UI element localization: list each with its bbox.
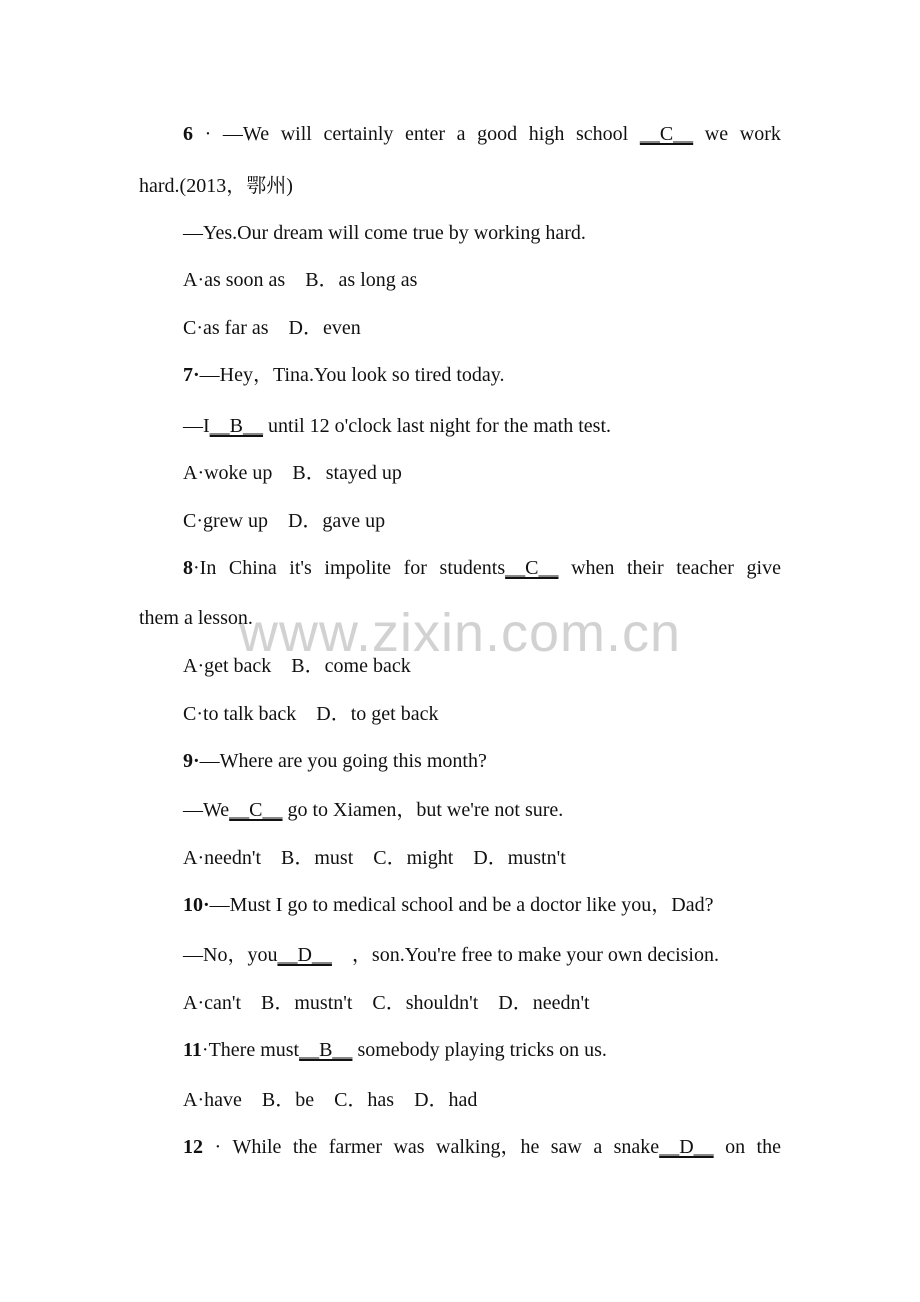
q10-text: —Must I go to medical school and be a doctor like you，Dad? xyxy=(209,894,714,916)
q9-line2 xyxy=(183,797,563,823)
q8-number: 8 xyxy=(183,557,193,579)
q6-line2: hard.(2013，鄂州) xyxy=(139,175,293,197)
q9-options: A·needn't B．must C．might D．mustn't xyxy=(183,847,566,869)
q12-word: While xyxy=(232,1136,282,1158)
q6-options-cd: C·as far as D．even xyxy=(183,317,361,339)
q9-line2-post: go to Xiamen，but we're not sure. xyxy=(282,799,564,821)
q10-number: 10· xyxy=(183,894,210,916)
q8-line2: them a lesson. xyxy=(139,607,253,629)
q8-line1 xyxy=(183,555,781,581)
q11-answer-blank: __B__ xyxy=(299,1039,353,1061)
q9-text: —Where are you going this month? xyxy=(199,750,487,772)
q6-word: a xyxy=(456,123,466,145)
q6-line1 xyxy=(183,121,781,147)
q10-line2-post: ，son.You're free to make your own decision. xyxy=(331,944,719,966)
q12-pre-blank: snake xyxy=(613,1136,660,1158)
q12-sep: · xyxy=(214,1136,222,1158)
q12-word: saw xyxy=(550,1136,582,1158)
q10-line2-pre: —No，you xyxy=(183,944,278,966)
q10-line1 xyxy=(183,892,713,918)
q6-word: school xyxy=(575,123,629,145)
q7-options-ab: A·woke up B．stayed up xyxy=(183,462,402,484)
q12-line1 xyxy=(183,1134,781,1160)
q7-number: 7· xyxy=(183,364,200,386)
q6-word: —We xyxy=(222,123,270,145)
q6-sep: · xyxy=(204,123,212,145)
q6-word: will xyxy=(280,123,312,145)
q12-number: 12 xyxy=(183,1136,203,1158)
q8-answer-blank: __C__ xyxy=(505,557,559,579)
q12-word: was xyxy=(393,1136,425,1158)
q9-line1 xyxy=(183,748,487,774)
q8-pre: ·In China it's impolite for students xyxy=(193,557,506,579)
q6-word: certainly xyxy=(323,123,394,145)
q6-word: we xyxy=(704,123,729,145)
q11-number: 11 xyxy=(183,1039,202,1061)
q7-options-cd: C·grew up D．gave up xyxy=(183,510,386,532)
q8-options-cd: C·to talk back D．to get back xyxy=(183,703,439,725)
q7-line2 xyxy=(183,413,611,439)
q10-options: A·can't B．mustn't C．shouldn't D．needn't xyxy=(183,992,590,1014)
q12-answer-blank: __D__ xyxy=(659,1136,714,1158)
q6-word: enter xyxy=(405,123,446,145)
q12-word: farmer xyxy=(328,1136,383,1158)
q7-text: —Hey，Tina.You look so tired today. xyxy=(199,364,505,386)
q11-options: A·have B．be C．has D．had xyxy=(183,1089,478,1111)
q6-options-ab: A·as soon as B．as long as xyxy=(183,269,418,291)
q7-line1 xyxy=(183,362,505,388)
q8-options-ab: A·get back B．come back xyxy=(183,655,411,677)
q7-line2-post: until 12 o'clock last night for the math test. xyxy=(263,415,612,437)
q10-line2 xyxy=(183,942,719,968)
q6-line3: —Yes.Our dream will come true by working hard. xyxy=(183,222,586,244)
q12-word: the xyxy=(292,1136,318,1158)
q6-word: good xyxy=(477,123,518,145)
q9-answer-blank: __C__ xyxy=(229,799,283,821)
q12-word: the xyxy=(756,1136,781,1158)
q12-word: walking，he xyxy=(436,1136,540,1158)
q6-number: 6 xyxy=(183,123,193,145)
watermark: www.zixin.com.cn xyxy=(238,603,682,663)
q9-line2-pre: —We xyxy=(183,799,230,821)
q8-post: when their teacher give xyxy=(558,557,781,579)
q11-post: somebody playing tricks on us. xyxy=(352,1039,607,1061)
q11-pre: ·There must xyxy=(201,1039,300,1061)
q7-answer-blank: __B__ xyxy=(209,415,264,437)
q12-word: a xyxy=(593,1136,603,1158)
q12-word: on xyxy=(725,1136,746,1158)
q10-answer-blank: __D__ xyxy=(277,944,332,966)
q9-number: 9· xyxy=(183,750,200,772)
q6-answer-blank: __C__ xyxy=(639,123,694,145)
q6-word: work xyxy=(739,123,781,145)
q12-blank-group xyxy=(614,1134,714,1160)
q7-line2-pre: —I xyxy=(183,415,210,437)
q6-word: high xyxy=(528,123,565,145)
q11-line1 xyxy=(183,1037,607,1063)
